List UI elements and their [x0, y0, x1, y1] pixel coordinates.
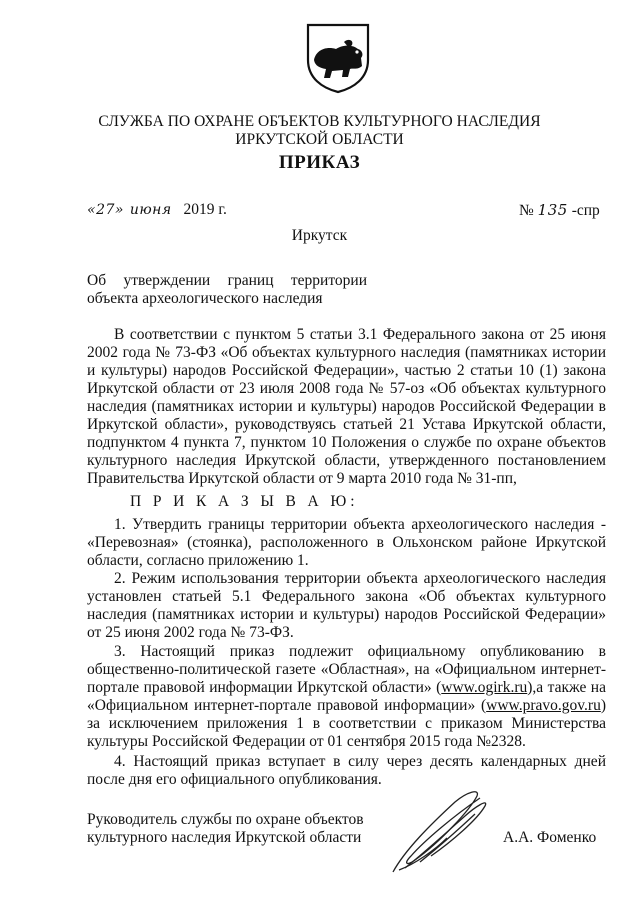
- subject-line1: Об утверждении границ территории: [87, 272, 367, 289]
- order-item-1: [87, 516, 606, 570]
- signatory-position-line2: культурного наследия Иркутской области: [87, 829, 362, 846]
- signatory-position: [87, 811, 364, 847]
- coat-of-arms-icon: [302, 22, 374, 94]
- number-suffix: -спр: [571, 202, 600, 219]
- order-item-2-text: 2. Режим использования территории объекта археологического наследия установлен статьей 5.1 Федерального закона «Об объектах культурного наследия (памятниках истории и культуры) народов Российской Федерации» от 25 июня 2002 года № 73-ФЗ.: [87, 570, 606, 641]
- organization-name-line1: СЛУЖБА ПО ОХРАНЕ ОБЪЕКТОВ КУЛЬТУРНОГО НАСЛЕДИЯ: [98, 113, 541, 130]
- signatory-name: А.А. Фоменко: [503, 829, 597, 846]
- document-number: [519, 201, 600, 220]
- subject-line2: объекта археологического наследия: [87, 290, 323, 307]
- document-date: [87, 201, 227, 219]
- order-item-4-text: 4. Настоящий приказ вступает в силу через десять календарных дней после дня его официального опубликования.: [87, 753, 606, 788]
- signatory-position-line1: Руководитель службы по охране объектов: [87, 811, 364, 828]
- date-month: июня: [129, 202, 172, 218]
- order-item-4: [87, 753, 606, 789]
- order-item-2: [87, 570, 606, 642]
- order-item-3-part-a: 3. Настоящий приказ подлежит официальному опубликованию в общественно-политической газете «Областная», на «Официальном интернет-портале правовой информации Иркутской области» (: [87, 643, 606, 696]
- date-year: 2019 г.: [183, 201, 227, 218]
- number-value: 135: [537, 201, 568, 219]
- number-prefix: №: [519, 202, 534, 219]
- preamble-paragraph: В соответствии с пунктом 5 статьи 3.1 Федерального закона от 25 июня 2002 года № 73-ФЗ «Об объектах культурного наследия (памятниках истории и культуры) народов Российской Федерации», частью 2 статьи 10 (1) закона Иркутской области от 23 июля 2008 года № 57-оз «Об объектах культурного наследия (памятниках истории и культуры) народов Российской Федерации в Иркутской области», руководствуясь статьей 21 Устава Иркутской области, подпунктом 4 пункта 7, пунктом 10 Положения о службе по охране объектов культурного наследия Иркутской области, утвержденного постановлением Правительства Иркутской области от 9 марта 2010 года № 31-пп,: [87, 326, 606, 487]
- order-item-1-text: 1. Утвердить границы территории объекта археологического наследия - «Перевозная» (стоянка), расположенного в Ольхонском районе Иркутской области, согласно приложению 1.: [87, 516, 606, 569]
- order-item-3: [87, 643, 606, 751]
- order-item-3-text: [87, 643, 606, 751]
- order-word: П Р И К А З Ы В А Ю:: [130, 493, 359, 510]
- document-subject: [87, 272, 367, 308]
- date-day: «27»: [87, 202, 124, 218]
- city: Иркутск: [291, 227, 348, 244]
- organization-name-line2: ИРКУТСКОЙ ОБЛАСТИ: [235, 131, 404, 148]
- document-type-title: ПРИКАЗ: [278, 152, 361, 173]
- handwritten-signature-icon: [385, 780, 500, 880]
- link-pravo[interactable]: www.pravo.gov.ru: [486, 697, 601, 714]
- order-item-3-part-c: ) за исключением приложения 1 в соответствии с приказом Министерства культуры Российской Федерации от 01 сентября 2015 года №2328.: [87, 697, 606, 750]
- order-item-3-part-b: ),а также на «Официальном интернет-портале правовой информации» (: [87, 679, 606, 714]
- link-ogirk[interactable]: www.ogirk.ru: [441, 679, 528, 696]
- preamble-block: [87, 326, 606, 488]
